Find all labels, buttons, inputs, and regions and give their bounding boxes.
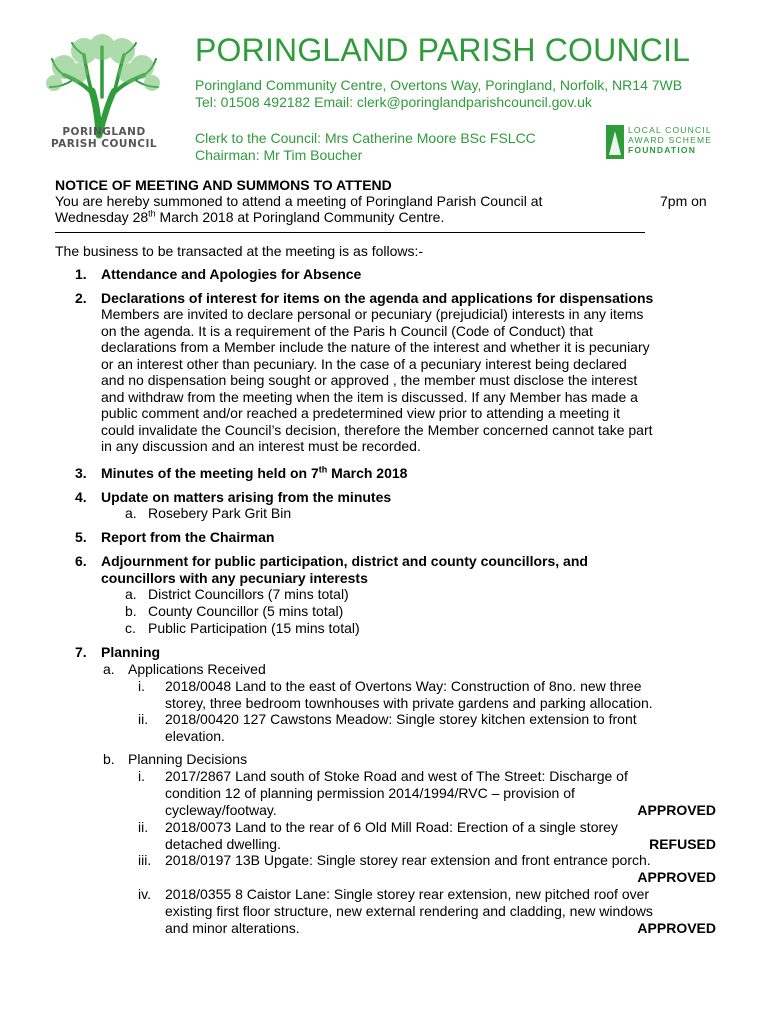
declarations-line: and withdraw from the meeting when the item is discussed. If any Member has made a — [101, 388, 638, 405]
agenda-item-title: Attendance and Apologies for Absence — [101, 266, 362, 282]
item-number: 7. — [75, 644, 87, 660]
agenda-item-title: Declarations of interest for items on the agenda and applications for dispensations — [101, 290, 654, 306]
council-address: Poringland Community Centre, Overtons Way, Poringland, Norfolk, NR14 7WB — [195, 77, 683, 93]
decision-text: and minor alterations. — [165, 920, 300, 936]
sub-heading: Applications Received — [128, 661, 266, 677]
application-text: 2018/0048 Land to the east of Overtons Way: Construction of 8no. new three — [165, 678, 642, 694]
item-number: 1. — [75, 266, 87, 282]
decision-text: 2018/0197 13B Upgate: Single storey rear extension and front entrance porch. — [165, 852, 651, 868]
decision-text: 2018/0073 Land to the rear of 6 Old Mill Road: Erection of a single storey — [165, 819, 618, 835]
sub-heading: Planning Decisions — [128, 751, 248, 767]
council-contact: Tel: 01508 492182 Email: clerk@poringlandparishcouncil.gov.uk — [195, 94, 592, 110]
decision-text: detached dwelling. — [165, 836, 281, 852]
application-text: storey, three bedroom townhouses with private gardens and parking allocation. — [165, 695, 653, 711]
agenda-item-title: Update on matters arising from the minutes — [101, 489, 392, 505]
sub-label: b. — [103, 751, 115, 767]
decision-text: cycleway/footway. — [165, 802, 277, 818]
decision-text: 2017/2867 Land south of Stoke Road and west of The Street: Discharge of — [165, 768, 628, 784]
award-scheme-text — [628, 125, 712, 155]
sub-label: a. — [125, 586, 137, 602]
clerk-name: Clerk to the Council: Mrs Catherine Moore BSc FSLCC — [195, 130, 536, 146]
decision-text: existing first floor structure, new external rendering and cladding, new windows — [165, 903, 653, 919]
declarations-line: in any discussion and an interest must be recorded. — [101, 438, 421, 454]
award-scheme-icon — [606, 125, 624, 159]
agenda-item-title: Report from the Chairman — [101, 529, 275, 545]
award-text-line-3: FOUNDATION — [628, 145, 697, 155]
sub-item-text: Public Participation (15 mins total) — [148, 620, 360, 636]
decision-status: APPROVED — [637, 869, 716, 885]
item-number: 6. — [75, 553, 87, 569]
award-text-line-2: AWARD SCHEME — [628, 135, 713, 145]
minutes-date-suffix: th — [318, 464, 328, 475]
sub-label: a. — [125, 505, 137, 521]
item-number: 2. — [75, 290, 87, 306]
roman-label: i. — [138, 768, 145, 784]
business-intro: The business to be transacted at the meeting is as follows:- — [55, 243, 424, 259]
notice-date-suffix: th — [148, 208, 156, 219]
item-number: 4. — [75, 489, 87, 505]
roman-label: iii. — [138, 852, 152, 868]
declarations-text — [101, 306, 653, 455]
decision-status: APPROVED — [637, 802, 716, 818]
decision-text: 2018/0355 8 Caistor Lane: Single storey rear extension, new pitched roof over — [165, 886, 650, 902]
notice-line-2 — [55, 209, 444, 226]
declarations-line: and no dispensation being sought or approved , the member must disclose the interest — [101, 372, 638, 388]
notice-line-1: You are hereby summoned to attend a meeting of Poringland Parish Council at — [55, 193, 543, 209]
notice-divider — [55, 232, 645, 233]
decision-status: APPROVED — [637, 920, 716, 936]
minutes-date: March 2018 — [327, 465, 408, 481]
sub-label: a. — [103, 661, 115, 677]
application-text: 2018/00420 127 Cawstons Meadow: Single storey kitchen extension to front — [165, 711, 637, 727]
logo-text-line-1: PORINGLAND — [62, 126, 146, 138]
declarations-line: on the agenda. It is a requirement of the Paris h Council (Code of Conduct) that — [101, 322, 593, 339]
declarations-line: Members are invited to declare personal or pecuniary (prejudicial) interests in any items — [101, 306, 644, 322]
agenda-item-title-cont: councillors with any pecuniary interests — [101, 570, 368, 586]
council-title: PORINGLAND PARISH COUNCIL — [195, 32, 691, 68]
roman-label: i. — [138, 678, 145, 694]
application-text: elevation. — [165, 728, 225, 744]
sub-item-text: District Councillors (7 mins total) — [148, 586, 349, 602]
declarations-line: could invalidate the Council’s decision, therefore the Member concerned cannot take part — [101, 421, 653, 438]
sub-item-text: Rosebery Park Grit Bin — [148, 505, 292, 521]
roman-label: ii. — [138, 819, 149, 835]
declarations-line: public comment and/or reached a predetermined view prior to attending a meeting it — [101, 405, 621, 421]
declarations-line: or an interest other than pecuniary. In the case of a pecuniary interest being declared — [101, 355, 627, 372]
notice-heading: NOTICE OF MEETING AND SUMMONS TO ATTEND — [55, 177, 392, 193]
minutes-title: Minutes of the meeting held on 7 — [101, 465, 319, 481]
item-number: 5. — [75, 529, 87, 545]
agenda-item-title — [101, 465, 407, 482]
agenda-item-title: Planning — [101, 644, 161, 660]
notice-date: Wednesday 28 — [55, 209, 149, 225]
sub-label: b. — [125, 603, 137, 619]
declarations-line: declarations from a Member include the nature of the interest and whether it is pecuniary — [101, 339, 650, 355]
item-number: 3. — [75, 465, 87, 481]
roman-label: iv. — [138, 886, 151, 902]
decision-text: condition 12 of planning permission 2014/1994/RVC – provision of — [165, 785, 575, 801]
notice-time: 7pm on — [660, 193, 707, 209]
sub-label: c. — [125, 620, 136, 636]
decision-status: REFUSED — [649, 836, 716, 852]
chairman-name: Chairman: Mr Tim Boucher — [195, 147, 363, 163]
sub-item-text: County Councillor (5 mins total) — [148, 603, 344, 619]
notice-venue: March 2018 at Poringland Community Centre. — [155, 209, 445, 225]
award-text-line-1: LOCAL COUNCIL — [628, 125, 712, 135]
logo-text — [46, 126, 162, 150]
roman-label: ii. — [138, 711, 149, 727]
logo-text-line-2: PARISH COUNCIL — [50, 138, 158, 150]
agenda-item-title: Adjournment for public participation, district and county councillors, and — [101, 553, 588, 569]
